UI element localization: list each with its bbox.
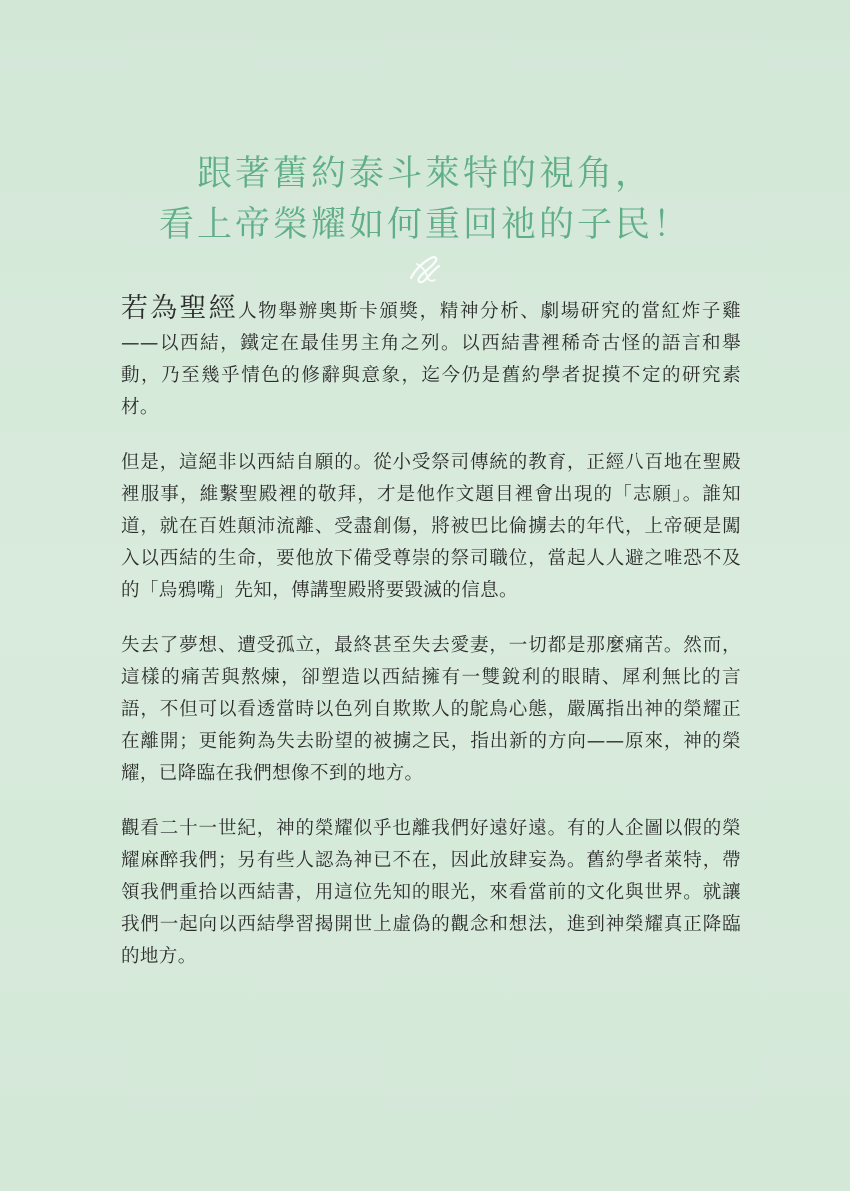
paragraph-1-text: 人物舉辦奧斯卡頒獎，精神分析、劇場研究的當紅炸子雞——以西結，鐵定在最佳男主角之列。以西結書裡稀奇古怪的語言和舉動，乃至幾乎情色的修辭與意象，迄今仍是舊約學者捉摸不定的研究素材。 [121,301,741,418]
flourish-icon [405,252,445,286]
lead-words: 若為聖經 [121,293,239,324]
heading-line-1: 跟著舊約泰斗萊特的視角， [196,154,653,194]
paragraph-2: 但是，這絕非以西結自願的。從小受祭司傳統的教育，正經八百地在聖殿裡服事，維繫聖殿裡的敬拜，才是他作文題目裡會出現的「志願」。誰知道，就在百姓顛沛流離、受盡創傷，將被巴比倫擄去的年代，上帝硬是闖入以西結的生命，要他放下備受尊崇的祭司職位，當起人人避之唯恐不及的「烏鴉嘴」先知，傳講聖殿將要毀滅的信息。 [121,452,741,601]
paragraph-1 [121,293,741,424]
body-text [121,293,741,996]
paragraph-4: 觀看二十一世紀，神的榮耀似乎也離我們好遠好遠。有的人企圖以假的榮耀麻醉我們；另有些人認為神已不在，因此放肆妄為。舊約學者萊特，帶領我們重拾以西結書，用這位先知的眼光，來看當前的文化與世界。就讓我們一起向以西結學習揭開世上虛偽的觀念和想法，進到神榮耀真正降臨的地方。 [121,818,741,967]
paragraph-3: 失去了夢想、遭受孤立，最終甚至失去愛妻，一切都是那麼痛苦。然而，這樣的痛苦與熬煉，卻塑造以西結擁有一雙銳利的眼睛、犀利無比的言語，不但可以看透當時以色列自欺欺人的鴕鳥心態，嚴厲指出神的榮耀正在離開；更能夠為失去盼望的被擄之民，指出新的方向——原來，神的榮耀，已降臨在我們想像不到的地方。 [121,635,741,784]
heading-line-2: 看上帝榮耀如何重回祂的子民！ [158,205,691,245]
